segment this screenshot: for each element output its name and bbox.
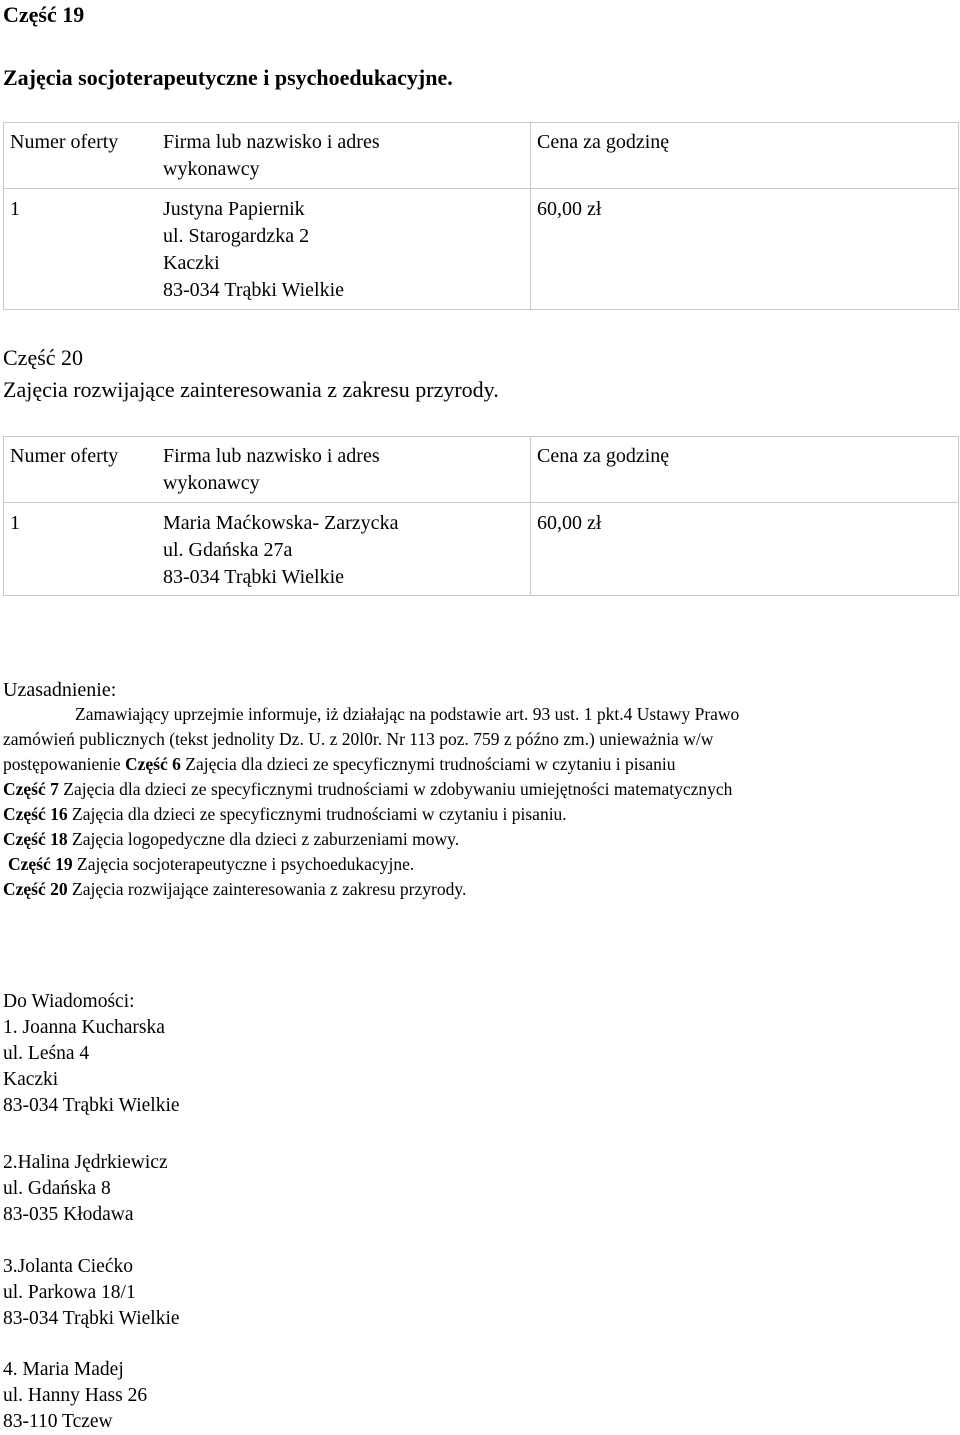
justification-line1: Zamawiający uprzejmie informuje, iż działając na podstawie art. 93 ust. 1 pkt.4 Ustawy Prawo [75, 704, 740, 724]
header-firm-line2: wykonawcy [163, 472, 260, 494]
part20-subtitle: Zajęcia rozwijające zainteresowania z zakresu przyrody. [3, 377, 499, 402]
recipient-line: Kaczki [3, 1069, 59, 1090]
part19-subtitle: Zajęcia socjoterapeutyczne i psychoedukacyjne. [3, 65, 453, 90]
firm-line: 83-034 Trąbki Wielkie [163, 279, 345, 301]
cancelled-part-line [3, 777, 732, 802]
header-offer-number: Numer oferty [10, 131, 119, 153]
recipient-line: 83-034 Trąbki Wielkie [3, 1095, 180, 1116]
firm-line: 83-034 Trąbki Wielkie [163, 566, 345, 588]
firm-line: ul. Gdańska 27a [163, 539, 293, 561]
row-price: 60,00 zł [537, 512, 602, 534]
cancelled-part-line [3, 827, 459, 852]
header-price: Cena za godzinę [537, 445, 670, 467]
recipient-line: 83-035 Kłodawa [3, 1204, 134, 1225]
recipient-block [3, 1150, 168, 1228]
recipient-block [3, 1254, 180, 1332]
justification-line3 [3, 752, 676, 777]
cancelled-part-label: Część 6 [124, 754, 181, 774]
justification-label: Uzasadnienie: [3, 679, 117, 701]
cancelled-part-label: Część 18 [3, 829, 68, 849]
cancelled-part-label: Część 20 [3, 879, 68, 899]
cancelled-part-label: Część 7 [3, 779, 59, 799]
cancelled-part-line [3, 802, 567, 827]
row-firm-address [163, 510, 398, 591]
recipient-line: ul. Hanny Hass 26 [3, 1385, 148, 1406]
cancelled-part-text: Zajęcia logopedyczne dla dzieci z zaburzeniami mowy. [67, 829, 460, 849]
header-firm-line2: wykonawcy [163, 158, 260, 180]
firm-line: ul. Starogardzka 2 [163, 225, 310, 247]
cancelled-part-text: Zajęcia rozwijające zainteresowania z zakresu przyrody. [67, 879, 467, 899]
firm-line: Maria Maćkowska- Zarzycka [163, 512, 399, 534]
cancelled-part-label: Część 19 [8, 854, 73, 874]
cancelled-part-label: Część 16 [3, 804, 68, 824]
header-firm [163, 129, 380, 183]
part20-heading: Część 20 [3, 345, 84, 370]
header-firm-line1: Firma lub nazwisko i adres [163, 445, 380, 467]
recipient-line: 83-110 Tczew [3, 1411, 113, 1432]
recipient-line: ul. Parkowa 18/1 [3, 1282, 136, 1303]
header-offer-number: Numer oferty [10, 445, 119, 467]
firm-line: Kaczki [163, 252, 220, 274]
part20-offer-table [3, 436, 959, 596]
header-firm-line1: Firma lub nazwisko i adres [163, 131, 380, 153]
header-firm [163, 443, 380, 497]
justification-line2: zamówień publicznych (tekst jednolity Dz. U. z 20l0r. Nr 113 poz. 759 z późno zm.) unieważnia w/w [3, 729, 714, 749]
cancelled-part-text: Zajęcia socjoterapeutyczne i psychoedukacyjne. [72, 854, 415, 874]
recipient-block [3, 1015, 180, 1119]
part19-heading: Część 19 [3, 2, 85, 27]
header-price: Cena za godzinę [537, 131, 670, 153]
recipient-line: 2.Halina Jędrkiewicz [3, 1152, 168, 1173]
recipients-label: Do Wiadomości: [3, 991, 135, 1012]
row-firm-address [163, 196, 344, 304]
row-offer-number: 1 [10, 198, 20, 220]
row-offer-number: 1 [10, 512, 20, 534]
recipient-line: 3.Jolanta Ciećko [3, 1256, 133, 1277]
part19-offer-table [3, 122, 959, 310]
justification-prefix: postępowanienie [3, 754, 125, 774]
cancelled-part-line [8, 852, 414, 877]
recipient-line: 1. Joanna Kucharska [3, 1017, 165, 1038]
recipient-block [3, 1357, 147, 1435]
recipient-line: 4. Maria Madej [3, 1359, 124, 1380]
row-price: 60,00 zł [537, 198, 602, 220]
recipient-line: ul. Gdańska 8 [3, 1178, 111, 1199]
firm-line: Justyna Papiernik [163, 198, 305, 220]
cancelled-part-line [3, 877, 466, 902]
cancelled-part-text: Zajęcia dla dzieci ze specyficznymi trudnościami w czytaniu i pisaniu [180, 754, 676, 774]
cancelled-part-text: Zajęcia dla dzieci ze specyficznymi trudnościami w czytaniu i pisaniu. [67, 804, 567, 824]
recipient-line: ul. Leśna 4 [3, 1043, 90, 1064]
recipient-line: 83-034 Trąbki Wielkie [3, 1308, 180, 1329]
cancelled-part-text: Zajęcia dla dzieci ze specyficznymi trudnościami w zdobywaniu umiejętności matematycznych [58, 779, 733, 799]
